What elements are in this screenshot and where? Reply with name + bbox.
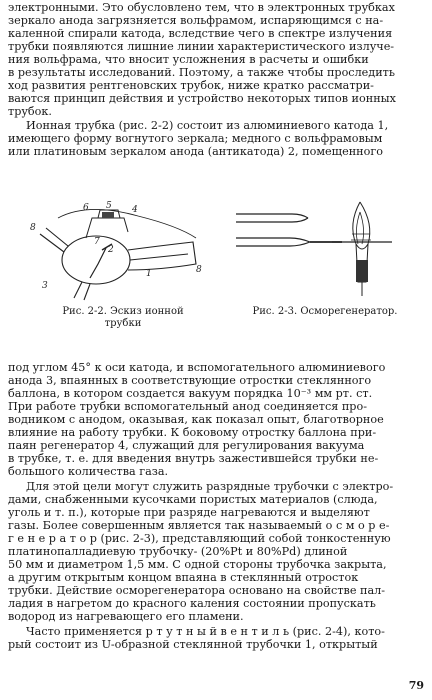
text-line: ход развития рентгеновских трубок, ниже кратко рассматри-: [8, 79, 374, 92]
text-line: 50 мм и диаметром 1,5 мм. С одной стороны трубочка закрыта,: [8, 558, 387, 571]
text-line: паян регенератор 4, служащий для регулирования вакуума: [8, 439, 365, 452]
tube-lower-arm: [74, 282, 90, 300]
text-line: трубки появляются лишние линии характеристического излуче-: [8, 40, 395, 53]
paragraph-auxiliary-anode: [8, 362, 426, 479]
text-line: баллона, в котором создается вакуум порядка 10⁻³ мм рт. ст.: [8, 387, 373, 400]
caption-fig-2-2: [48, 306, 198, 330]
text-line: платинопалладиевую трубочку- (20%Pt и 80%Pd) длиной: [8, 545, 348, 558]
text-line: в трубке, т. е. для введения внутрь зажестившейся трубки не-: [8, 452, 379, 465]
text-line: Ионная трубка (рис. 2-2) состоит из алюминиевого катода 1,: [26, 120, 389, 132]
caption-fig-2-3: [232, 306, 418, 318]
text-line: водником с анодом, оказывая, как показал опыт, благотворное: [8, 413, 384, 426]
text-line: г е н е р а т о р (рис. 2-3), представляющий собой тонкостенную: [8, 532, 391, 545]
text-line: ваются принцип действия и устройство некоторых типов ионных: [8, 92, 396, 105]
tube-left-arm: [40, 228, 68, 252]
text-line: трубок.: [8, 105, 52, 118]
text-line: дами, снабженными кусочками пористых материалов (слюда,: [8, 493, 378, 506]
text-line: газы. Более совершенным является так называемый о с м о р е-: [8, 519, 390, 532]
text-line: каленной спирали катода, вследствие чего в спектре излучения: [8, 27, 393, 40]
page-number: 79: [408, 679, 424, 692]
text-line: Для этой цели могут служить разрядные трубочки с электро-: [26, 481, 394, 493]
text-line: или платиновым зеркалом анода (антикатода) 2, помещенного: [8, 145, 383, 158]
text-line: При работе трубки вспомогательный анод соединяется про-: [8, 400, 367, 413]
text-line: большого количества газа.: [8, 465, 169, 478]
text-line: трубки. Действие осморегенератора основано на свойстве пал-: [8, 584, 386, 597]
text-line: влияние на работу трубки. К боковому отростку баллона при-: [8, 426, 377, 439]
svg-text:8: 8: [196, 265, 202, 275]
tube-cathode-arm: [128, 242, 196, 270]
paragraph-intro: [8, 2, 426, 119]
text-line: рый состоит из U-образной стеклянной трубочки 1, открытый: [8, 638, 378, 651]
text-line: электронными. Это обусловлено тем, что в электронных трубках: [8, 2, 395, 14]
svg-text:8: 8: [30, 223, 36, 233]
text-line: анода 3, впаянных в соответствующие отростки стеклянного: [8, 374, 372, 387]
svg-text:5: 5: [106, 201, 112, 211]
svg-text:2: 2: [108, 245, 114, 255]
caption-fig-2-3-text: Рис. 2-3. Осморегенератор.: [252, 306, 398, 317]
text-line: водород из нагревающего его пламени.: [8, 610, 244, 623]
tube-anode: [90, 248, 106, 278]
svg-text:3: 3: [42, 281, 48, 291]
text-line: ладия в нагретом до красного каления состоянии пропускать: [8, 597, 376, 610]
svg-text:7: 7: [94, 237, 100, 247]
caption-fig-2-2-line2: трубки: [104, 318, 142, 329]
paragraph-osmoregenerator: [8, 481, 426, 623]
caption-fig-2-2-line1: Рис. 2-2. Эскиз ионной: [62, 306, 184, 317]
svg-text:1: 1: [146, 269, 152, 279]
text-line: в результаты исследований. Поэтому, а также чтобы проследить: [8, 66, 395, 79]
paragraph-ion-tube: [8, 120, 426, 159]
text-line: ния вольфрама, что вносит усложнения в расчеты и ошибки: [8, 53, 369, 66]
text-line: под углом 45° к оси катода, и вспомогательного алюминиевого: [8, 362, 386, 374]
text-line: уголь и т. п.), которые при разряде нагреваются и выделяют: [8, 506, 370, 519]
text-line: зеркало анода загрязняется вольфрамом, испаряющимся с на-: [8, 14, 384, 27]
text-line: имеющего форму вогнутого зеркала; медного с вольфрамовым: [8, 132, 383, 145]
paragraph-mercury-valve: [8, 626, 426, 652]
figure-osmoregenerator: [232, 190, 422, 300]
figure-ion-tube: [28, 198, 208, 302]
svg-text:4: 4: [132, 205, 138, 215]
svg-text:6: 6: [83, 203, 89, 213]
text-line: а другим открытым концом впаяна в стеклянный отросток: [8, 571, 359, 584]
text-line: Часто применяется р т у т н ы й в е н т и л ь (рис. 2-4), кото-: [26, 626, 385, 638]
